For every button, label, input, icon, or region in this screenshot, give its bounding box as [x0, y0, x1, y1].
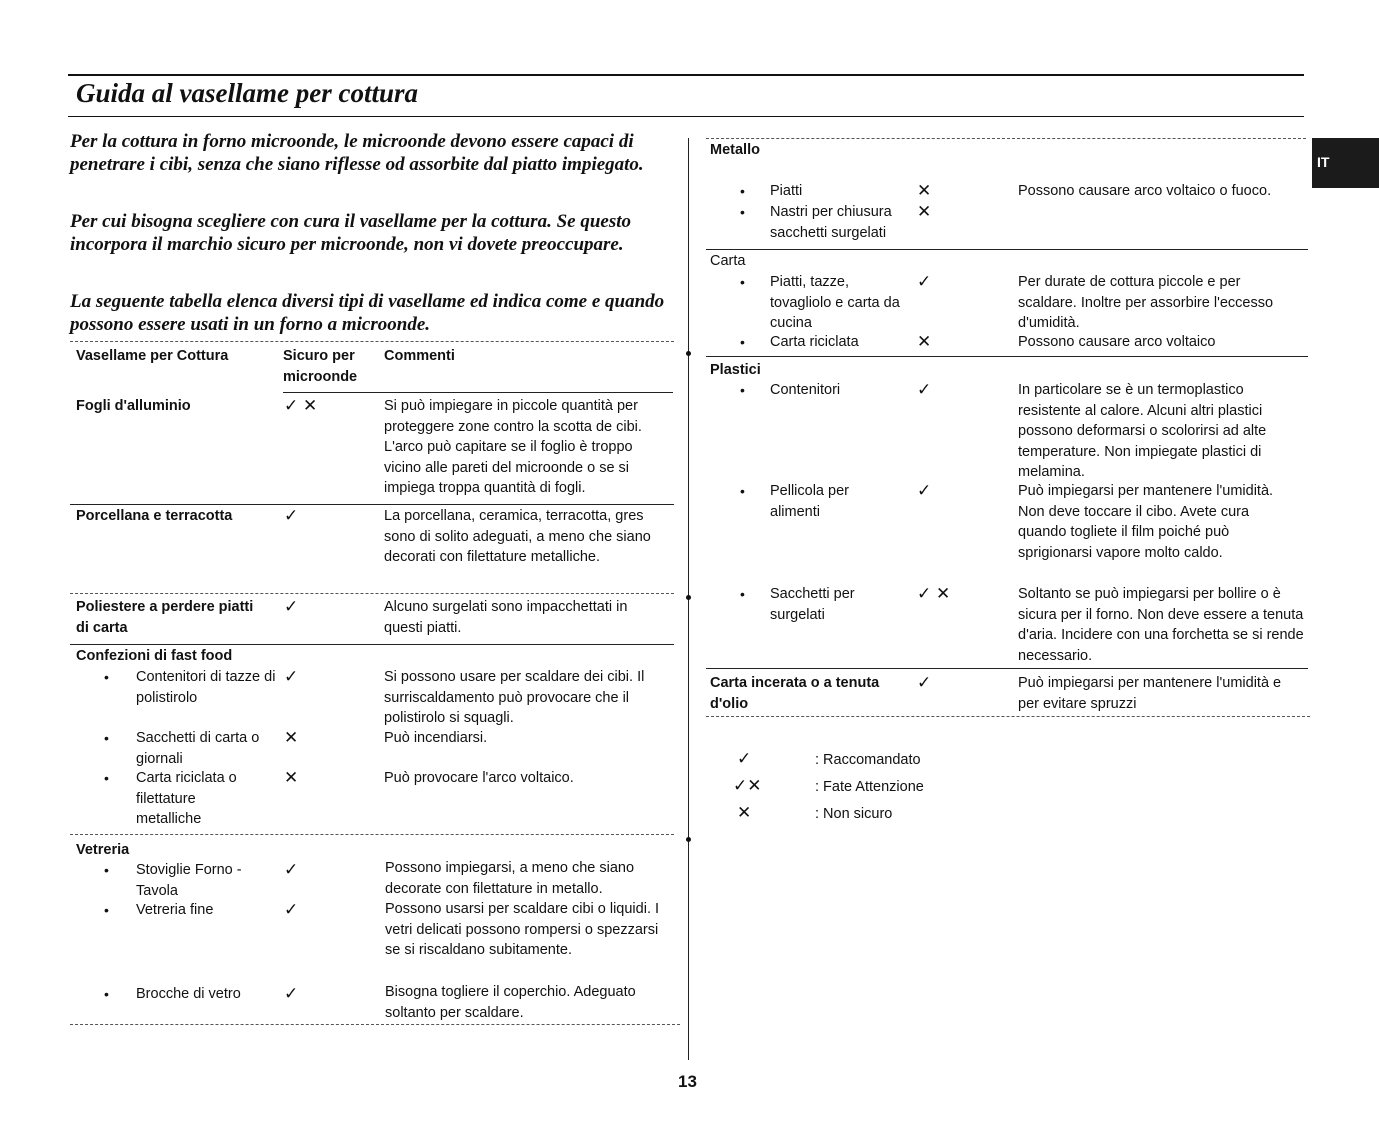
- bullet: •: [104, 986, 109, 1002]
- bullet: •: [740, 274, 745, 290]
- header-sicuro: Sicuro per microonde: [283, 348, 358, 385]
- fastfood-item-3-safe: ✕: [284, 768, 299, 787]
- vetreria-item-3-comment: Bisogna togliere il coperchio. Adeguato soltanto per scaldare.: [385, 984, 636, 1021]
- carta-item-2-comment: Possono causare arco voltaico: [1018, 334, 1216, 350]
- metallo-item-1-label: Piatti: [770, 183, 803, 199]
- plastici-item-1-label: Contenitori: [770, 382, 841, 398]
- plastici-item-1-comment: In particolare se è un termoplastico resistente al calore. Alcuni altri plastici possono deformarsi o scolorirsi ad alte temperature. Non impiegate plastici di melamina.: [1018, 382, 1267, 481]
- vetreria-item-3-label: Brocche di vetro: [136, 986, 241, 1002]
- divider-dot: [686, 837, 691, 842]
- fastfood-item-1-safe: ✓: [284, 667, 299, 686]
- bullet: •: [104, 902, 109, 918]
- page-title: Guida al vasellame per cottura: [76, 78, 418, 108]
- row-vetreria-name: Vetreria: [76, 842, 130, 858]
- row-poliestere-name: Poliestere a perdere piatti di carta: [76, 599, 254, 636]
- row-poliestere-safe: ✓: [284, 597, 299, 616]
- carta-item-2-safe: ✕: [917, 332, 932, 351]
- bullet: •: [740, 483, 745, 499]
- legend-text-2: : Fate Attenzione: [815, 779, 924, 795]
- row-alluminio-name: Fogli d'alluminio: [76, 398, 191, 414]
- fastfood-item-3-comment: Può provocare l'arco voltaico.: [384, 770, 574, 786]
- row-porcellana-comment: La porcellana, ceramica, terracotta, gres sono di solito adeguati, a meno che siano decorati con filettature metalliche.: [384, 508, 651, 566]
- row-porcellana-safe: ✓: [284, 506, 299, 525]
- metallo-item-2-label: Nastri per chiusura sacchetti surgelati: [770, 204, 892, 241]
- header-vasellame: Vasellame per Cottura: [76, 348, 229, 364]
- bullet: •: [104, 862, 109, 878]
- bullet: •: [104, 669, 109, 685]
- vetreria-item-1-safe: ✓: [284, 860, 299, 879]
- vetreria-item-1-comment: Possono impiegarsi, a meno che siano decorate con filettature in metallo.: [385, 860, 635, 897]
- row-rule: [70, 593, 674, 595]
- right-table-top-rule: [706, 138, 1306, 140]
- fastfood-item-1-label: Contenitori di tazze di polistirolo: [136, 669, 276, 706]
- vetreria-item-2-comment: Possono usarsi per scaldare cibi o liquidi. I vetri delicati possono rompersi o spezzarsi se si riscaldano subitamente.: [385, 901, 660, 959]
- bullet: •: [740, 183, 745, 199]
- header-rule: [283, 392, 673, 393]
- legend-text-1: : Raccomandato: [815, 752, 921, 768]
- vetreria-item-1-label: Stoviglie Forno - Tavola: [136, 862, 242, 899]
- row-rule: [70, 504, 674, 505]
- plastici-item-3-comment: Soltanto se può impiegarsi per bollire o è sicura per il forno. Non deve essere a tenuta d'aria. Incidere con una forchetta se si rende necessario.: [1018, 586, 1304, 664]
- bullet: •: [740, 204, 745, 220]
- metallo-item-2-safe: ✕: [917, 202, 932, 221]
- plastici-item-2-comment: Può impiegarsi per mantenere l'umidità. Non deve toccare il cibo. Avete cura quando togliete il film poiché può sprigionarsi vapore molto caldo.: [1018, 483, 1274, 561]
- legend-symbol-1: ✓: [737, 749, 752, 768]
- carta-item-1-label: Piatti, tazze, tovagliolo e carta da cucina: [770, 274, 900, 332]
- row-cartaincerata-safe: ✓: [917, 673, 932, 692]
- bullet: •: [740, 586, 745, 602]
- carta-item-2-label: Carta riciclata: [770, 334, 859, 350]
- row-rule: [70, 834, 674, 836]
- metallo-item-1-safe: ✕: [917, 181, 932, 200]
- intro-paragraph-3: La seguente tabella elenca diversi tipi di vasellame ed indica come e quando possono essere usati in un forno a microonde.: [70, 291, 665, 335]
- bullet: •: [104, 730, 109, 746]
- row-porcellana-name: Porcellana e terracotta: [76, 508, 233, 524]
- fastfood-item-2-comment: Può incendiarsi.: [384, 730, 488, 746]
- row-rule: [706, 249, 1308, 250]
- legend-symbol-3: ✕: [737, 803, 752, 822]
- row-rule: [706, 668, 1308, 669]
- left-table-bottom-rule: [70, 1024, 680, 1026]
- carta-item-1-safe: ✓: [917, 272, 932, 291]
- plastici-item-3-safe: ✓ ✕: [917, 584, 951, 603]
- plastici-item-1-safe: ✓: [917, 380, 932, 399]
- vetreria-item-2-safe: ✓: [284, 900, 299, 919]
- carta-item-1-comment: Per durate de cottura piccole e per scaldare. Inoltre per assorbire l'eccesso d'umidità.: [1018, 274, 1274, 332]
- plastici-item-3-label: Sacchetti per surgelati: [770, 586, 855, 623]
- intro-paragraph-2: Per cui bisogna scegliere con cura il vasellame per la cottura. Se questo incorpora il marchio sicuro per microonde, non vi dovete preoccupare.: [70, 211, 631, 255]
- language-tab: IT: [1312, 138, 1379, 188]
- intro-paragraph-1: Per la cottura in forno microonde, le microonde devono essere capaci di penetrare i cibi, senza che siano riflesse od assorbite dal piatto impiegato.: [70, 131, 644, 175]
- bullet: •: [104, 770, 109, 786]
- legend-symbol-2: ✓✕: [733, 776, 762, 795]
- fastfood-item-3-label: Carta riciclata o filettature metalliche: [136, 770, 237, 828]
- vetreria-item-2-label: Vetreria fine: [136, 902, 214, 918]
- row-alluminio-comment: Si può impiegare in piccole quantità per proteggere zone contro la scotta de cibi. L'arco può capitare se il foglio è troppo vicino alle pareti del microonde o se si impiega troppa quantità di fogli.: [384, 398, 642, 497]
- header-commenti: Commenti: [384, 348, 455, 364]
- row-cartaincerata-name: Carta incerata o a tenuta d'olio: [710, 675, 880, 712]
- plastici-item-2-safe: ✓: [917, 481, 932, 500]
- page-number: 13: [678, 1072, 697, 1091]
- bullet: •: [740, 334, 745, 350]
- row-cartaincerata-comment: Può impiegarsi per mantenere l'umidità e per evitare spruzzi: [1018, 675, 1282, 712]
- row-rule: [706, 356, 1308, 357]
- row-rule: [70, 644, 674, 645]
- row-fastfood-name: Confezioni di fast food: [76, 648, 233, 664]
- metallo-comment: Possono causare arco voltaico o fuoco.: [1018, 183, 1272, 199]
- fastfood-item-1-comment: Si possono usare per scaldare dei cibi. Il surriscaldamento può provocare che il polistirolo si squagli.: [384, 669, 645, 727]
- fastfood-item-2-label: Sacchetti di carta o giornali: [136, 730, 260, 767]
- legend-text-3: : Non sicuro: [815, 806, 893, 822]
- divider-dot: [686, 351, 691, 356]
- plastici-item-2-label: Pellicola per alimenti: [770, 483, 849, 520]
- divider-dot: [686, 595, 691, 600]
- right-table-bottom-rule: [706, 716, 1310, 718]
- bullet: •: [740, 382, 745, 398]
- row-alluminio-safe: ✓ ✕: [284, 396, 318, 415]
- title-rule-bottom: [68, 116, 1304, 117]
- row-plastici-name: Plastici: [710, 362, 761, 378]
- row-poliestere-comment: Alcuno surgelati sono impacchettati in questi piatti.: [384, 599, 628, 636]
- title-rule-top: [68, 74, 1304, 76]
- left-table-top-rule: [70, 341, 674, 343]
- row-metallo-name: Metallo: [710, 142, 760, 158]
- fastfood-item-2-safe: ✕: [284, 728, 299, 747]
- vetreria-item-3-safe: ✓: [284, 984, 299, 1003]
- row-carta-name: Carta: [710, 253, 746, 269]
